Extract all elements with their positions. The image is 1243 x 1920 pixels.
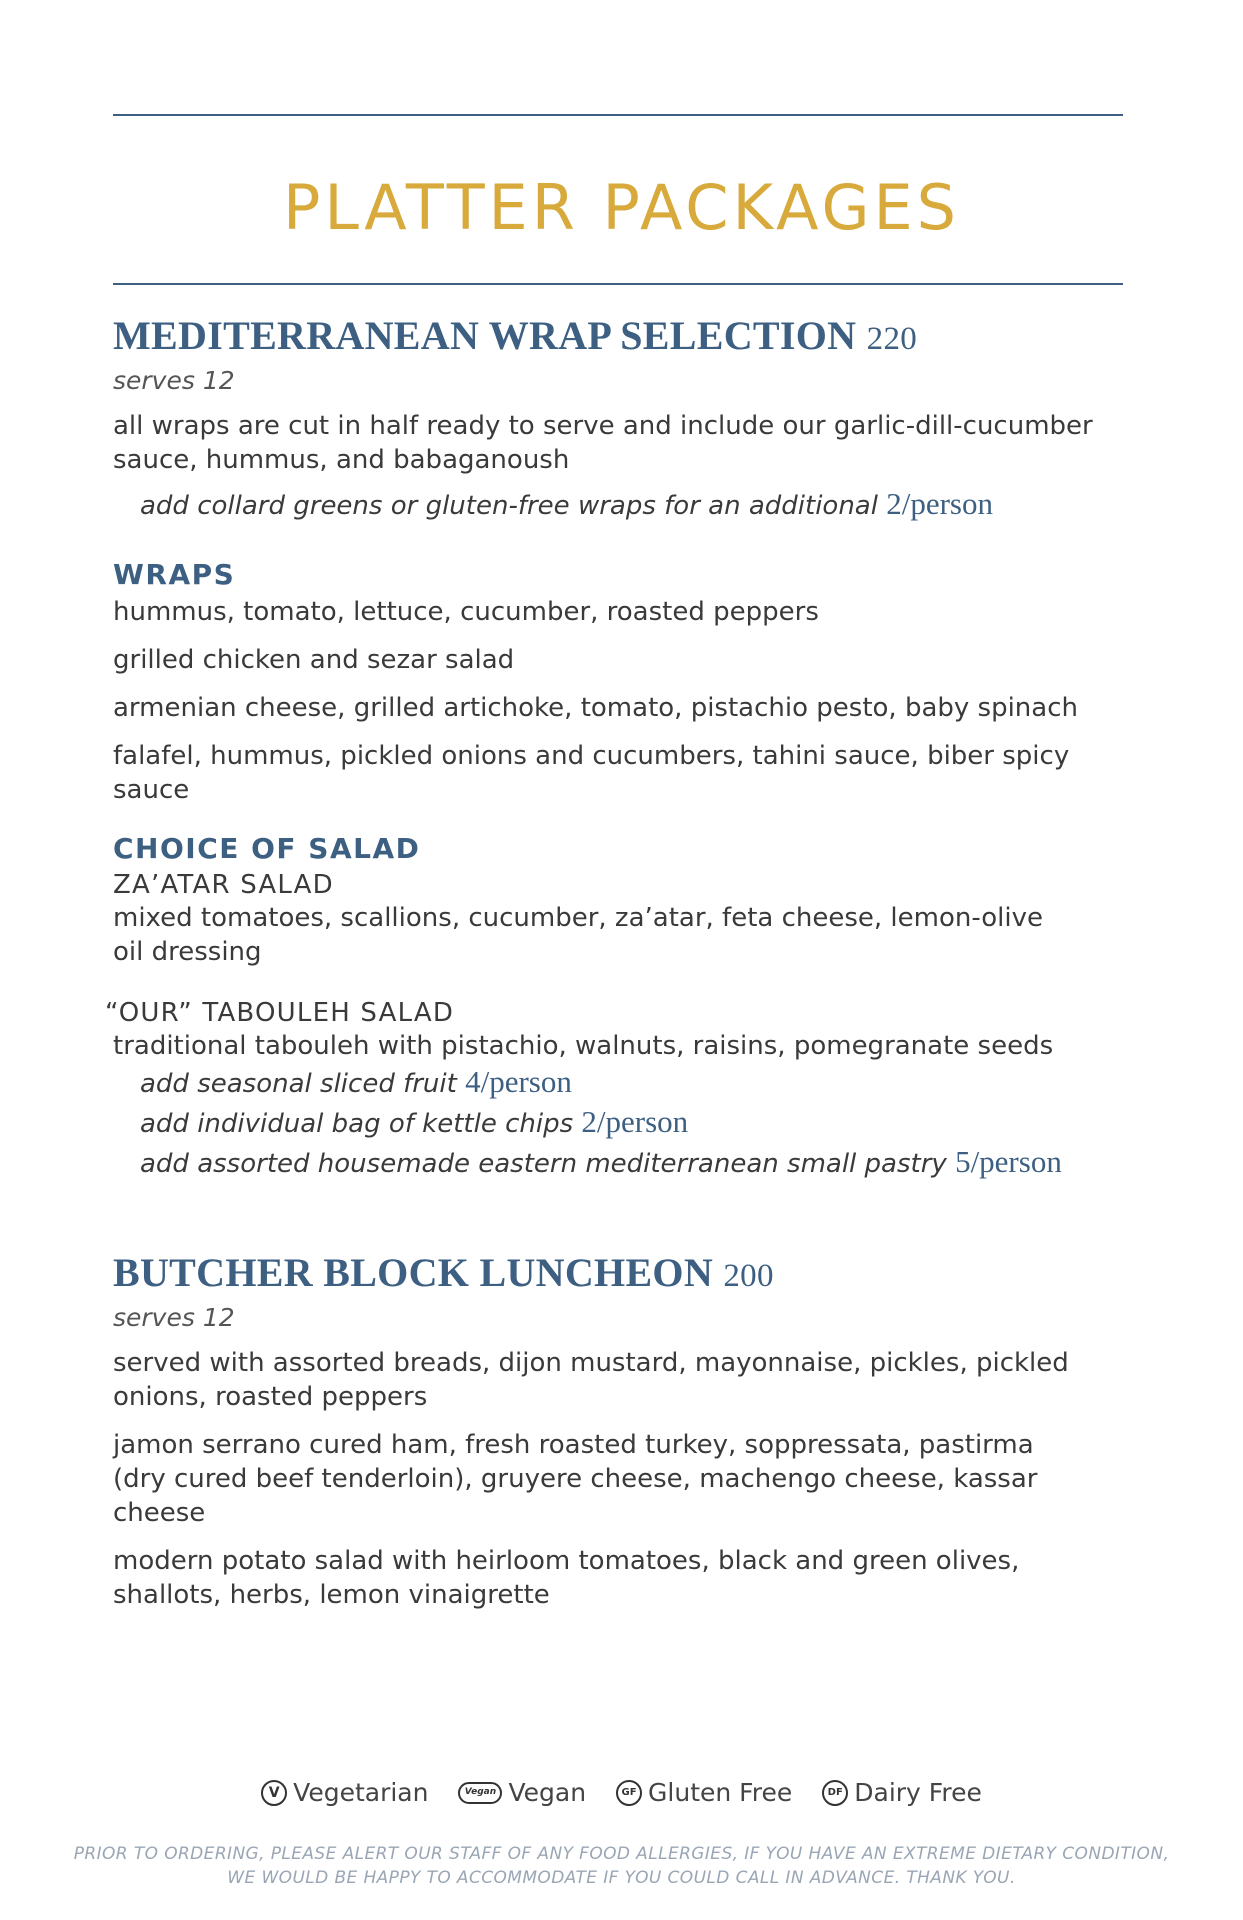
disclaimer-line-2: WE WOULD BE HAPPY TO ACCOMMODATE IF YOU COULD CALL IN ADVANCE. THANK YOU. [227,1868,1016,1888]
addon-item [113,1143,1143,1183]
legend-vegetarian [261,1778,428,1807]
butcher-block-price: 200 [723,1258,774,1294]
butcher-block-section [113,1247,1143,1612]
wrap-selection-price: 220 [866,321,918,357]
disclaimer-line-1: PRIOR TO ORDERING, PLEASE ALERT OUR STAFF OF ANY FOOD ALLERGIES, IF YOU HAVE AN EXTREME DIETARY CONDITION, [73,1844,1170,1864]
wraps-heading: WRAPS [113,558,236,591]
wrap-addon-text: add collard greens or gluten-free wraps for an additional [140,491,878,521]
page-title: PLATTER PACKAGES [282,171,961,244]
legend-vegan [458,1778,586,1807]
wrap-item: grilled chicken and sezar salad [113,645,515,675]
wrap-selection-section [105,310,1143,1183]
addon-price: 2/person [581,1104,689,1139]
salad-option-description: mixed tomatoes, scallions, cucumber, za’atar, feta cheese, lemon-olive oil dressing [113,903,1043,967]
addon-text: add assorted housemade eastern mediterranean small pastry [140,1149,947,1179]
butcher-block-serves: serves 12 [113,1303,235,1332]
wrap-selection-title [113,310,1143,365]
legend-label: Vegan [508,1778,587,1807]
menu-content [105,310,1143,1626]
section-spacer [113,1183,1143,1247]
dietary-legend [0,1778,1243,1807]
addon-price: 5/person [955,1144,1062,1179]
top-divider [113,114,1123,116]
legend-label: Dairy Free [854,1778,982,1807]
salad-heading: CHOICE OF SALAD [113,832,421,865]
wrap-selection-serves: serves 12 [113,366,235,395]
wrap-selection-name: MEDITERRANEAN WRAP SELECTION [113,313,857,358]
wrap-selection-description: all wraps are cut in half ready to serve and include our garlic-dill-cucumber sauce, hummus, and babaganoush [113,411,1093,475]
wrap-addon-price: 2/person [886,486,993,521]
addon-text: add individual bag of kettle chips [140,1109,574,1139]
butcher-block-item: modern potato salad with heirloom tomatoes, black and green olives, shallots, herbs, lemon vinaigrette [113,1546,1020,1610]
title-divider [113,283,1123,285]
vegetarian-icon: V [261,1780,287,1806]
addon-item [113,1063,1143,1103]
legend-gluten-free [616,1778,792,1807]
wrap-item: armenian cheese, grilled artichoke, tomato, pistachio pesto, baby spinach [113,693,1078,723]
salad-option-description: traditional tabouleh with pistachio, walnuts, raisins, pomegranate seeds [113,1031,1054,1061]
wrap-item: hummus, tomato, lettuce, cucumber, roasted peppers [113,597,819,627]
gluten-free-icon: GF [616,1780,642,1806]
butcher-block-name: BUTCHER BLOCK LUNCHEON [113,1250,714,1295]
butcher-block-item: served with assorted breads, dijon mustard, mayonnaise, pickles, pickled onions, roasted peppers [113,1348,1069,1412]
butcher-block-title [113,1247,1143,1302]
butcher-block-item: jamon serrano cured ham, fresh roasted turkey, soppressata, pastirma (dry cured beef tenderloin), gruyere cheese, machengo cheese, kassar cheese [113,1430,1038,1528]
legend-dairy-free [822,1778,982,1807]
allergy-disclaimer [0,1842,1243,1890]
vegan-icon: Vegan [458,1782,502,1804]
wrap-addon [113,485,1143,525]
legend-label: Vegetarian [293,1778,429,1807]
addon-price: 4/person [465,1064,572,1099]
salad-option-name: “OUR” TABOULEH SALAD [105,998,455,1028]
addon-item [113,1103,1143,1143]
dairy-free-icon: DF [822,1780,848,1806]
spacer [113,983,1143,997]
legend-label: Gluten Free [648,1778,793,1807]
addon-text: add seasonal sliced fruit [140,1069,457,1099]
wrap-item: falafel, hummus, pickled onions and cucumbers, tahini sauce, biber spicy sauce [113,741,1070,805]
salad-option-name: ZA’ATAR SALAD [113,870,334,900]
